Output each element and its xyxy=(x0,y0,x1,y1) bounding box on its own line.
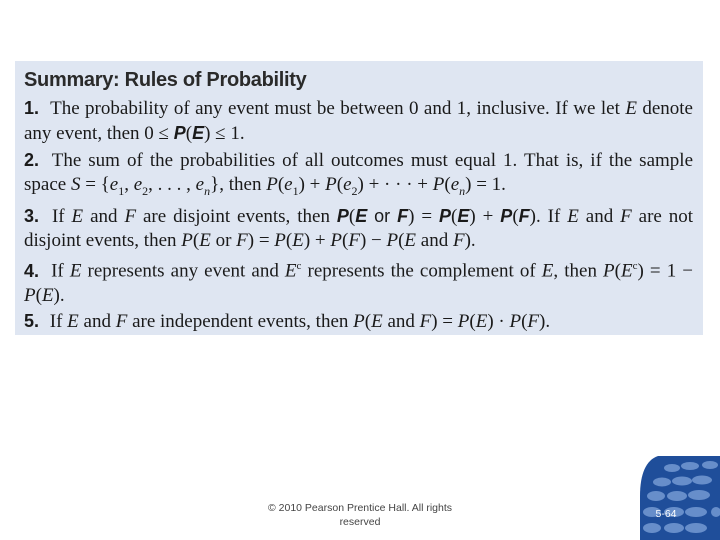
rule-number: 3. xyxy=(24,205,40,226)
rule-number: 5. xyxy=(24,311,40,332)
rule-2: 2. The sum of the probabilities of all outcomes must equal 1. That is, if the sample space $S = \{e_1$, $e_2$, . . . , $e_n$}, then $P(e_1) + P(e_2)$ + · · · + $P(e_n) = 1$. xyxy=(24,149,693,198)
rule-3: 3. If E and F are disjoint events, then P(E or F) = P(E) + P(F). If E and F are not disjoint events, then P(E or F) = P(E) + P(F) − P(E and F). xyxy=(24,205,694,251)
footer-copyright: © 2010 Pearson Prentice Hall. All rights reserved xyxy=(268,502,452,528)
rule-number: 2. xyxy=(24,149,40,170)
rule-5: 5. If E and F are independent events, then P(E and F) = P(E) · P(F). xyxy=(24,311,551,333)
slide-number: 5-64 xyxy=(655,508,677,520)
rule-number: 4. xyxy=(24,260,40,281)
summary-title: Summary: Rules of Probability xyxy=(24,69,307,91)
summary-box xyxy=(15,61,703,335)
rule-1: 1. The probability of any event must be between 0 and 1, inclusive. If we let E denote any event, then 0 ≤ P(E) ≤ 1. xyxy=(24,98,693,144)
rule-4: 4. If E represents any event and $E^c$ represents the complement of E, then $P(E^c) = 1 - P(E)$. xyxy=(24,260,693,306)
corner-tile-decoration xyxy=(640,456,720,540)
rule-number: 1. xyxy=(24,98,40,118)
